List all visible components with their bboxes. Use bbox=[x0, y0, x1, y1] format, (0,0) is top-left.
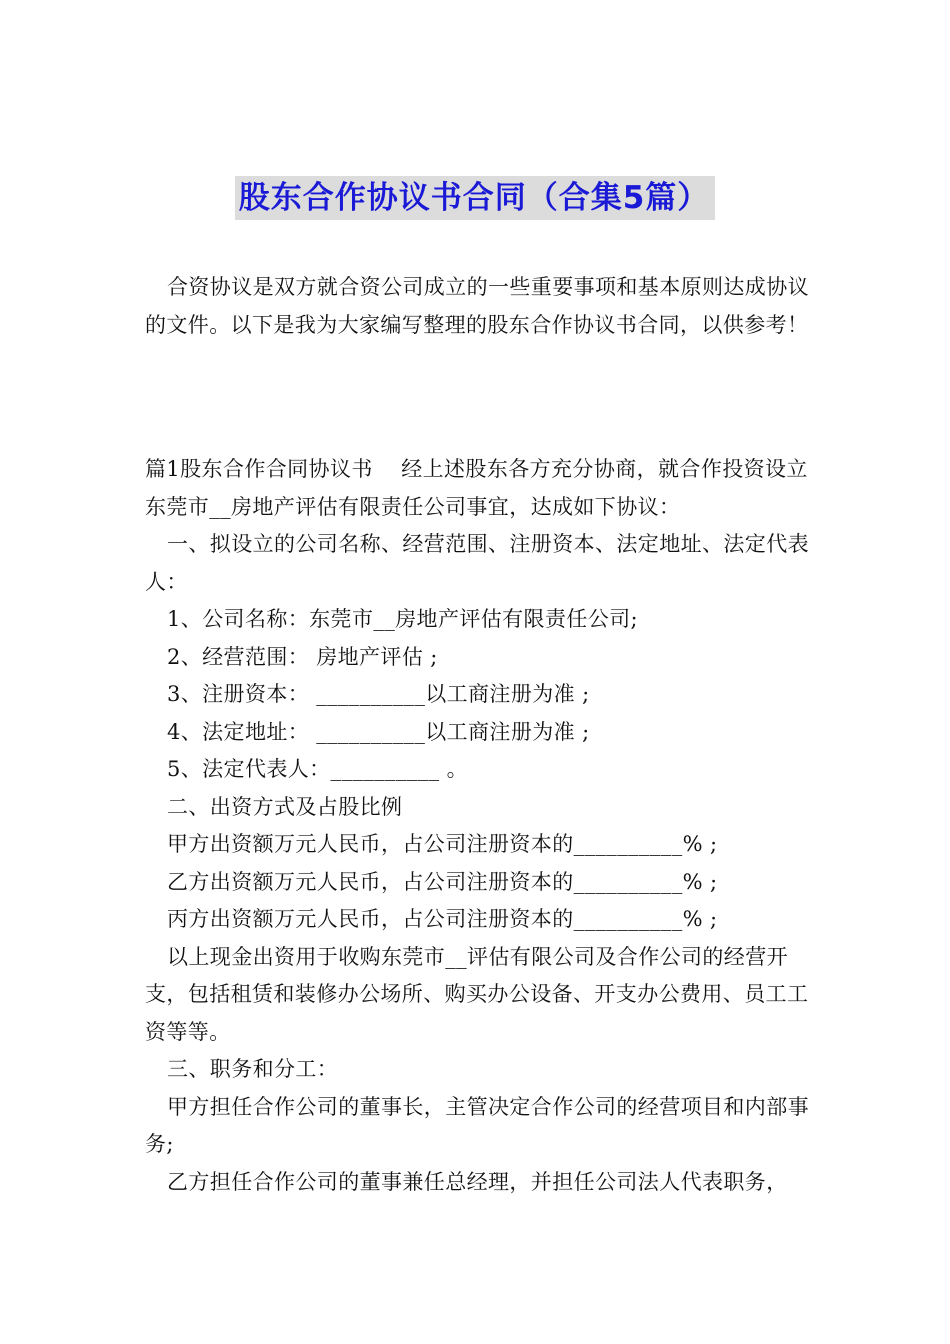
clause-item-company-name: 1、公司名称：东莞市__房地产评估有限责任公司; bbox=[167, 607, 639, 631]
intro-section bbox=[145, 268, 810, 344]
clause-item-legal-representative: 5、法定代表人：__________ 。 bbox=[167, 757, 469, 781]
clause-one-heading: 一、拟设立的公司名称、经营范围、注册资本、法定地址、法定代表人： bbox=[145, 532, 809, 594]
clause-two-heading: 二、出资方式及占股比例 bbox=[167, 794, 403, 819]
title-wrapper bbox=[0, 176, 950, 220]
party-b-contribution: 乙方出资额万元人民币，占公司注册资本的__________% ; bbox=[167, 869, 718, 894]
clause-three-heading: 三、职务和分工： bbox=[167, 1057, 339, 1081]
party-a-contribution: 甲方出资额万元人民币，占公司注册资本的__________% ; bbox=[167, 832, 718, 856]
clause-item-business-scope: 2、经营范围： 房地产评估 ; bbox=[167, 644, 438, 669]
document-title: 股东合作协议书合同（合集5篇） bbox=[235, 176, 716, 220]
party-a-duty: 甲方担任合作公司的董事长，主管决定合作公司的经营项目和内部事务; bbox=[145, 1094, 809, 1156]
clause-item-registered-capital: 3、注册资本： __________以工商注册为准 ; bbox=[167, 682, 590, 706]
contract-body bbox=[145, 451, 810, 1201]
intro-paragraph: 合资协议是双方就合资公司成立的一些重要事项和基本原则达成协议的文件。以下是我为大家编写整理的股东合作协议书合同，以供参考！ bbox=[145, 275, 809, 337]
party-b-duty: 乙方担任合作公司的董事兼任总经理，并担任公司法人代表职务， bbox=[167, 1169, 788, 1194]
cash-usage-paragraph: 以上现金出资用于收购东莞市__评估有限公司及合作公司的经营开支，包括租赁和装修办公场所、购买办公设备、开支办公费用、员工工资等等。 bbox=[145, 944, 809, 1044]
party-c-contribution: 丙方出资额万元人民币，占公司注册资本的__________% ; bbox=[167, 907, 718, 931]
section-heading-paragraph: 篇1股东合作合同协议书 经上述股东各方充分协商，就合作投资设立东莞市__房地产评估有限责任公司事宜，达成如下协议： bbox=[145, 457, 808, 519]
clause-item-legal-address: 4、法定地址： __________以工商注册为准 ; bbox=[167, 719, 590, 744]
